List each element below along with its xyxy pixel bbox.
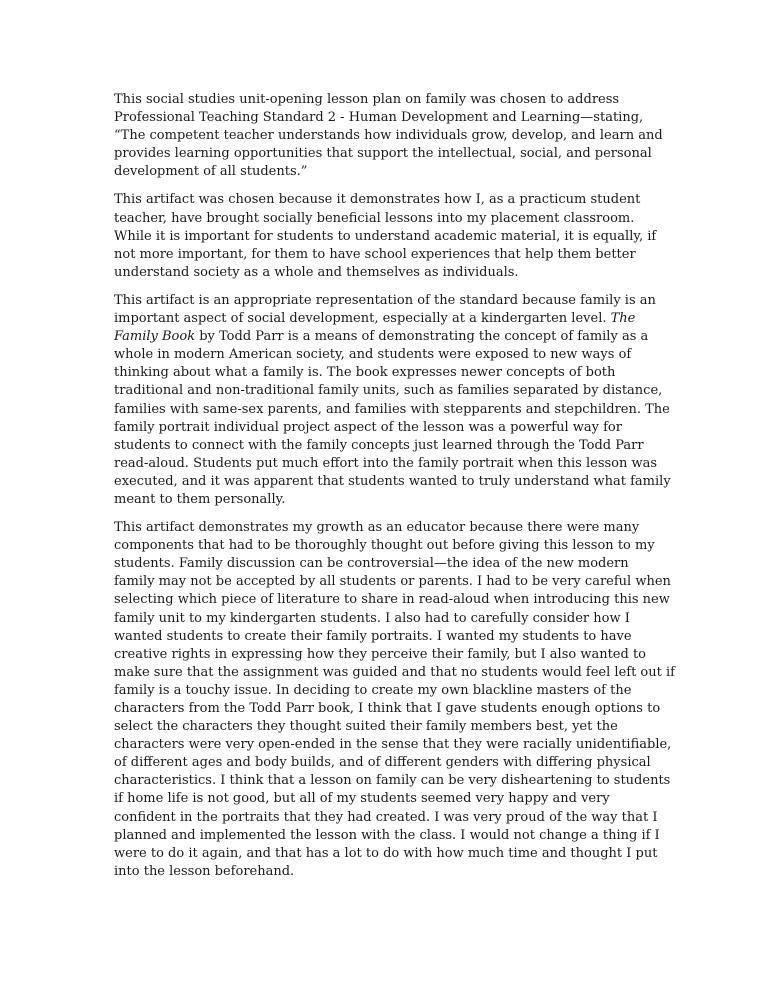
book-title-part: Family Book [114, 329, 196, 345]
text-line: family is a touchy issue. In deciding to create my own blackline masters of the [114, 682, 632, 698]
text-segment: important aspect of social development, especially at a kindergarten level. [114, 311, 607, 327]
text-line: students. Family discussion can be controversial—the idea of the new modern [114, 556, 629, 572]
text-line: Professional Teaching Standard 2 - Human Development and Learning—stating, [114, 110, 644, 126]
text-line: read-aloud. Students put much effort into the family portrait when this lesson was [114, 455, 658, 471]
text-line: thinking about what a family is. The book expresses newer concepts of both [114, 365, 616, 381]
text-line: While it is important for students to understand academic material, it is equally, if [114, 228, 657, 244]
text-line: planned and implemented the lesson with the class. I would not change a thing if I [114, 827, 660, 843]
text-line-with-title-start [114, 310, 662, 328]
text-line: components that had to be thoroughly thought out before giving this lesson to my [114, 538, 655, 554]
text-line: This artifact demonstrates my growth as an educator because there were many [114, 520, 640, 536]
text-line: family may not be accepted by all students or parents. I had to be very careful when [114, 574, 671, 590]
text-line: selecting which piece of literature to share in read-aloud when introducing this new [114, 592, 670, 608]
text-line: wanted students to create their family portraits. I wanted my students to have [114, 628, 632, 644]
text-line: teacher, have brought socially beneficial lessons into my placement classroom. [114, 210, 635, 226]
paragraph-growth [114, 519, 675, 881]
text-line: meant to them personally. [114, 491, 286, 507]
paragraph-why-chosen [114, 191, 662, 281]
text-line: This social studies unit-opening lesson plan on family was chosen to address [114, 92, 620, 107]
text-line: whole in modern American society, and students were exposed to new ways of [114, 347, 632, 363]
text-line: creative rights in expressing how they perceive their family, but I also wanted to [114, 646, 646, 662]
text-line: into the lesson beforehand. [114, 863, 295, 879]
text-line: “The competent teacher understands how individuals grow, develop, and learn and [114, 128, 663, 144]
text-line: were to do it again, and that has a lot to do with how much time and thought I put [114, 845, 658, 861]
paragraph-standard [114, 91, 662, 181]
text-line: not more important, for them to have school experiences that help them better [114, 246, 636, 262]
text-line: This artifact was chosen because it demonstrates how I, as a practicum student [114, 192, 641, 208]
text-line: students to connect with the family concepts just learned through the Todd Parr [114, 437, 644, 453]
book-title-part: The [610, 311, 636, 327]
paragraph-representation [114, 292, 671, 509]
text-line: confident in the portraits that they had created. I was very proud of the way that I [114, 809, 658, 825]
text-line: families with same-sex parents, and families with stepparents and stepchildren. The [114, 401, 670, 417]
text-line: characters from the Todd Parr book, I think that I gave students enough options to [114, 701, 661, 716]
text-line: characteristics. I think that a lesson on family can be very disheartening to students [114, 773, 671, 789]
text-line: executed, and it was apparent that students wanted to truly understand what family [114, 473, 671, 489]
text-line: make sure that the assignment was guided and that no students would feel left out if [114, 664, 675, 680]
text-line: development of all students.” [114, 164, 308, 180]
text-line: family unit to my kindergarten students. I also had to carefully consider how I [114, 610, 630, 626]
text-line: characters were very open-ended in the sense that they were racially unidentifiable, [114, 737, 672, 753]
text-line: family portrait individual project aspect of the lesson was a powerful way for [114, 419, 622, 435]
text-line: select the characters they thought suited their family members best, yet the [114, 719, 618, 735]
text-line: This artifact is an appropriate representation of the standard because family is an [114, 292, 656, 308]
text-line: understand society as a whole and themselves as individuals. [114, 264, 519, 280]
text-line: if home life is not good, but all of my students seemed very happy and very [114, 791, 610, 807]
document-page [114, 91, 675, 891]
text-line-with-title-end [114, 328, 662, 346]
text-line: traditional and non-traditional family units, such as families separated by distance, [114, 383, 663, 399]
text-segment: by Todd Parr is a means of demonstrating the concept of family as a [195, 329, 649, 345]
text-line: of different ages and body builds, and of different genders with differing physical [114, 755, 651, 771]
text-line: provides learning opportunities that support the intellectual, social, and personal [114, 146, 652, 162]
